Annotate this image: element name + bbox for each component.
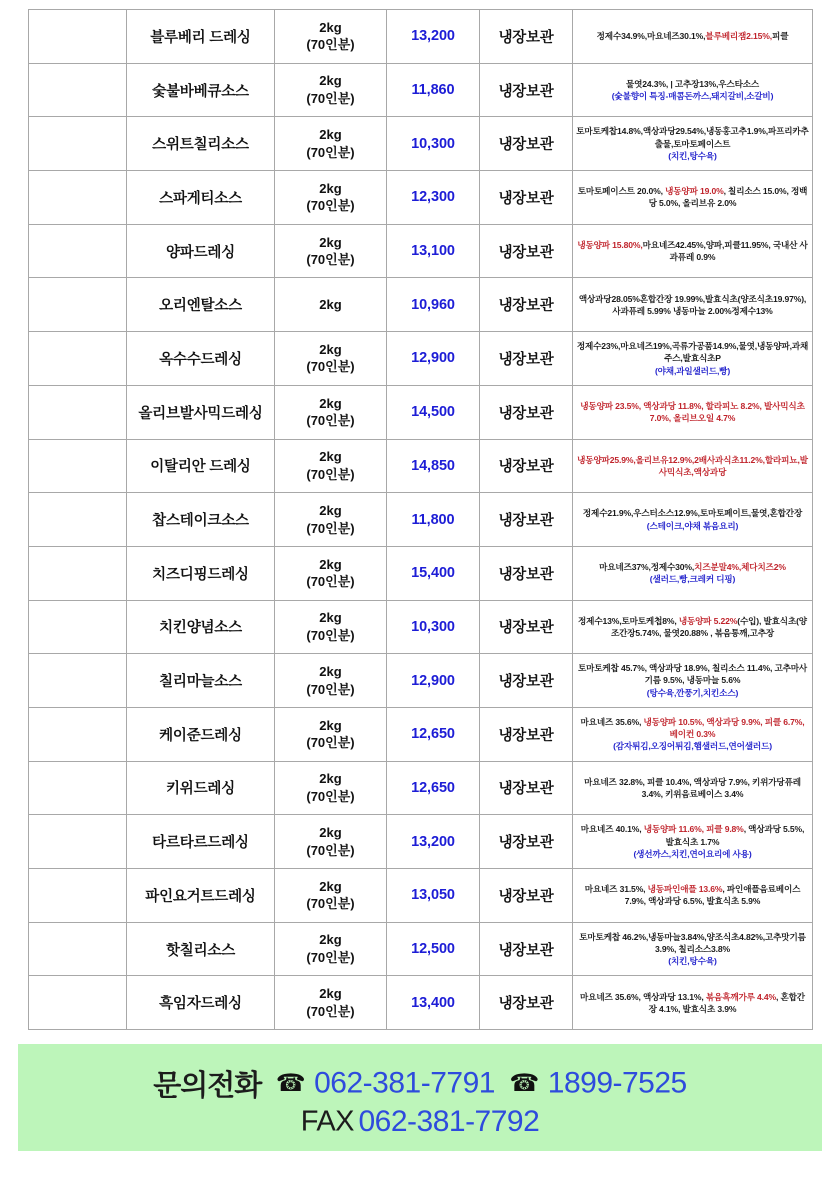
ingredients-cell — [573, 493, 813, 547]
row-blank-cell — [29, 117, 127, 171]
spec-weight: 2kg — [319, 234, 342, 250]
ingredient-segment: 냉동파인애플 13.6% — [647, 884, 723, 895]
row-blank-cell — [29, 278, 127, 332]
ingredients-cell — [573, 439, 813, 493]
product-name-cell: 블루베리 드레싱 — [127, 10, 275, 64]
spec-weight: 2kg — [319, 825, 342, 841]
product-price-cell: 13,050 — [387, 869, 480, 923]
product-name-cell: 숯불바베큐소스 — [127, 63, 275, 117]
spec-weight: 2kg — [319, 19, 342, 35]
spec-weight: 2kg — [319, 986, 342, 1002]
row-blank-cell — [29, 707, 127, 761]
contact-phone-2[interactable]: 1899-7525 — [547, 1066, 687, 1100]
product-spec-cell — [275, 171, 387, 225]
contact-fax-line — [18, 1105, 822, 1139]
ingredient-segment: 정제수13%,토마토케첩8%, — [578, 615, 679, 626]
product-price-cell: 11,800 — [387, 493, 480, 547]
storage-method-cell: 냉장보관 — [480, 117, 573, 171]
product-price-cell: 12,300 — [387, 171, 480, 225]
table-row — [29, 10, 813, 64]
table-row — [29, 600, 813, 654]
product-price-cell: 15,400 — [387, 546, 480, 600]
product-name-cell: 오리엔탈소스 — [127, 278, 275, 332]
table-row — [29, 976, 813, 1030]
product-spec-cell — [275, 224, 387, 278]
ingredient-segment: 마요네즈 32.8%, 피클 10.4%, 액상과당 7.9%, 키위가당퓨레 3.4%, 키위음료베이스 3.4% — [584, 776, 801, 799]
usage-note: (치킨,탕수육) — [668, 956, 717, 967]
row-blank-cell — [29, 869, 127, 923]
phone-icon: ☎ — [509, 1070, 540, 1097]
ingredients-cell — [573, 707, 813, 761]
product-name-cell: 찹스테이크소스 — [127, 493, 275, 547]
storage-method-cell: 냉장보관 — [480, 493, 573, 547]
row-blank-cell — [29, 63, 127, 117]
usage-note: (숯불향이 특징-매콤돈까스,돼지갈비,소갈비) — [611, 91, 774, 102]
spec-serving: (70인분) — [306, 735, 355, 751]
ingredient-segment: 물엿24.3%, | 고추장13%,우스타소스 — [625, 78, 760, 89]
spec-serving: (70인분) — [306, 520, 355, 536]
storage-method-cell: 냉장보관 — [480, 63, 573, 117]
row-blank-cell — [29, 224, 127, 278]
ingredients-cell — [573, 976, 813, 1030]
product-name-cell: 옥수수드레싱 — [127, 332, 275, 386]
ingredient-segment: 냉동양파25.9%,올리브유12.9%,2배사과식초11.2%,할라피뇨,발사믹식초,액상과당 — [577, 454, 808, 477]
product-price-cell: 10,960 — [387, 278, 480, 332]
spec-serving: (70인분) — [306, 788, 355, 804]
ingredients-cell — [573, 869, 813, 923]
spec-serving: (70인분) — [306, 681, 355, 697]
spec-weight: 2kg — [319, 878, 342, 894]
product-price-cell: 13,200 — [387, 815, 480, 869]
ingredient-segment: 냉동양파 10.5%, 액상과당 9.9%, 피클 6.7%, 베이컨 0.3% — [643, 716, 805, 740]
spec-serving: (70인분) — [306, 252, 355, 268]
product-spec-cell — [275, 976, 387, 1030]
ingredient-segment: (수입), 발효식초(양조간장5.74%, 물엿20.88% , 볶음통깨,고추장 — [610, 615, 807, 638]
storage-method-cell: 냉장보관 — [480, 278, 573, 332]
product-name-cell: 치즈디핑드레싱 — [127, 546, 275, 600]
table-row — [29, 224, 813, 278]
ingredients-cell — [573, 63, 813, 117]
table-row — [29, 278, 813, 332]
ingredient-segment: 냉동양파 11.6%, 피클 9.8% — [643, 824, 744, 835]
spec-serving: (70인분) — [306, 37, 355, 53]
table-row — [29, 815, 813, 869]
usage-note: (치킨,탕수육) — [668, 150, 717, 161]
storage-method-cell: 냉장보관 — [480, 600, 573, 654]
storage-method-cell: 냉장보관 — [480, 869, 573, 923]
product-price-cell: 12,500 — [387, 922, 480, 976]
spec-serving: (70인분) — [306, 896, 355, 912]
product-spec-cell — [275, 600, 387, 654]
ingredient-segment: 토마토페이스트 20.0%, — [577, 186, 666, 197]
table-row — [29, 332, 813, 386]
spec-weight: 2kg — [319, 180, 342, 196]
spec-serving: (70인분) — [306, 144, 355, 160]
ingredient-segment: 마요네즈37%,정제수30%, — [599, 562, 695, 573]
phone-icon: ☎ — [275, 1070, 306, 1097]
table-row — [29, 922, 813, 976]
spec-weight: 2kg — [319, 341, 342, 357]
product-name-cell: 키위드레싱 — [127, 761, 275, 815]
storage-method-cell: 냉장보관 — [480, 707, 573, 761]
spec-serving: (70인분) — [306, 842, 355, 858]
usage-note: (탕수육,깐풍기,치킨소스) — [646, 687, 739, 698]
product-price-cell: 13,100 — [387, 224, 480, 278]
storage-method-cell: 냉장보관 — [480, 171, 573, 225]
row-blank-cell — [29, 546, 127, 600]
table-row — [29, 869, 813, 923]
spec-weight: 2kg — [319, 932, 342, 948]
product-price-cell: 12,900 — [387, 332, 480, 386]
storage-method-cell: 냉장보관 — [480, 815, 573, 869]
product-spec-cell — [275, 654, 387, 708]
ingredient-segment: , 혼합간장 4.1%, 발효식초 3.9% — [648, 991, 805, 1014]
storage-method-cell: 냉장보관 — [480, 976, 573, 1030]
row-blank-cell — [29, 761, 127, 815]
product-price-table — [28, 9, 813, 1030]
table-row — [29, 63, 813, 117]
contact-fax-number[interactable]: 062-381-7792 — [358, 1105, 540, 1138]
product-price-cell: 12,650 — [387, 707, 480, 761]
spec-serving: (70인분) — [306, 359, 355, 375]
product-spec-cell — [275, 815, 387, 869]
usage-note: (스테이크,야채 볶음요리) — [646, 520, 739, 531]
storage-method-cell: 냉장보관 — [480, 546, 573, 600]
table-row — [29, 761, 813, 815]
fax-label: FAX — [300, 1105, 355, 1138]
spec-serving: (70인분) — [306, 1003, 355, 1019]
spec-weight: 2kg — [319, 771, 342, 787]
table-row — [29, 117, 813, 171]
contact-phone-line — [18, 1063, 822, 1104]
ingredients-cell — [573, 546, 813, 600]
product-price-cell: 13,200 — [387, 10, 480, 64]
storage-method-cell: 냉장보관 — [480, 385, 573, 439]
ingredients-cell — [573, 171, 813, 225]
ingredient-segment: 볶음흑깨가루 4.4% — [705, 991, 777, 1002]
ingredients-cell — [573, 10, 813, 64]
table-row — [29, 654, 813, 708]
spec-serving: (70인분) — [306, 950, 355, 966]
ingredient-segment: 마요네즈 31.5%, — [584, 884, 648, 895]
ingredient-segment: 마요네즈42.45%,양파,피클11.95%, 국내산 사과퓨레 0.9% — [642, 239, 808, 263]
table-row — [29, 171, 813, 225]
product-name-cell: 스위트칠리소스 — [127, 117, 275, 171]
row-blank-cell — [29, 654, 127, 708]
product-spec-cell — [275, 439, 387, 493]
product-spec-cell — [275, 761, 387, 815]
product-spec-cell — [275, 922, 387, 976]
product-spec-cell — [275, 707, 387, 761]
usage-note: (샐러드,빵,크레커 디핑) — [649, 574, 736, 585]
ingredient-segment: 치즈분말4%,체다치즈2% — [694, 562, 786, 573]
ingredients-cell — [573, 385, 813, 439]
row-blank-cell — [29, 332, 127, 386]
product-price-cell: 14,850 — [387, 439, 480, 493]
row-blank-cell — [29, 922, 127, 976]
product-spec-cell — [275, 869, 387, 923]
spec-weight: 2kg — [319, 717, 342, 733]
usage-note: (감자튀김,오징어튀김,햄샐러드,연어샐러드) — [613, 741, 772, 752]
row-blank-cell — [29, 976, 127, 1030]
product-name-cell: 케이준드레싱 — [127, 707, 275, 761]
table-row — [29, 707, 813, 761]
ingredient-segment: 냉동양파 19.0% — [665, 186, 724, 197]
product-price-cell: 13,400 — [387, 976, 480, 1030]
contact-footer — [18, 1044, 822, 1151]
spec-serving: (70인분) — [306, 466, 355, 482]
ingredient-segment: 마요네즈 40.1%, — [580, 824, 644, 835]
product-spec-cell — [275, 63, 387, 117]
ingredient-segment: 냉동양파 23.5%, 액상과당 11.8%, 할라피노 8.2%, 발사믹식초 7.0%, 올리브오일 4.7% — [580, 400, 805, 424]
ingredients-cell — [573, 922, 813, 976]
storage-method-cell: 냉장보관 — [480, 224, 573, 278]
ingredient-segment: 정제수21.9%,우스터소스12.9%,토마토페이트,물엿,혼합간장 — [582, 508, 803, 519]
product-price-cell: 12,650 — [387, 761, 480, 815]
ingredient-segment: 정제수23%,마요네즈19%,곡류가공품14.9%,물엿,냉동양파,과채주스,발효식초P — [576, 341, 809, 364]
spec-weight: 2kg — [319, 395, 342, 411]
product-name-cell: 치킨양념소스 — [127, 600, 275, 654]
spec-weight: 2kg — [319, 449, 342, 465]
table-row — [29, 439, 813, 493]
spec-weight: 2kg — [319, 664, 342, 680]
row-blank-cell — [29, 439, 127, 493]
product-spec-cell — [275, 385, 387, 439]
ingredient-segment: 액상과당28.05%혼합간장 19.99%,발효식초(양조식초19.97%), 사과퓨레 5.99% 냉동마늘 2.00%정제수13% — [578, 293, 807, 316]
product-price-cell: 10,300 — [387, 600, 480, 654]
row-blank-cell — [29, 600, 127, 654]
usage-note: (생선까스,치킨,연어요리에 사용) — [633, 848, 752, 859]
product-name-cell: 스파게티소스 — [127, 171, 275, 225]
usage-note: (야채,과일샐러드,빵) — [654, 365, 731, 376]
ingredients-cell — [573, 761, 813, 815]
contact-phone-1[interactable]: 062-381-7791 — [314, 1066, 495, 1100]
ingredient-segment: 냉동양파 15.80%, — [577, 239, 643, 250]
product-name-cell: 타르타르드레싱 — [127, 815, 275, 869]
spec-weight: 2kg — [319, 297, 342, 312]
ingredient-segment: 냉동양파 5.22% — [678, 615, 738, 626]
ingredients-cell — [573, 278, 813, 332]
spec-weight: 2kg — [319, 127, 342, 143]
ingredients-cell — [573, 815, 813, 869]
spec-serving: (70인분) — [306, 413, 355, 429]
ingredient-segment: 정제수34.9%,마요네즈30.1%, — [596, 31, 706, 42]
storage-method-cell: 냉장보관 — [480, 654, 573, 708]
row-blank-cell — [29, 385, 127, 439]
table-row — [29, 493, 813, 547]
spec-weight: 2kg — [319, 502, 342, 518]
ingredient-segment: 피클 — [772, 31, 789, 42]
product-price-cell: 11,860 — [387, 63, 480, 117]
product-name-cell: 이탈리안 드레싱 — [127, 439, 275, 493]
product-name-cell: 핫칠리소스 — [127, 922, 275, 976]
storage-method-cell: 냉장보관 — [480, 922, 573, 976]
ingredients-cell — [573, 117, 813, 171]
product-spec-cell — [275, 332, 387, 386]
storage-method-cell: 냉장보관 — [480, 10, 573, 64]
ingredient-segment: 토마토케찹 45.7%, 액상과당 18.9%, 칠리소스 11.4%, 고추마사기름 9.5%, 냉동마늘 5.6% — [577, 663, 808, 686]
spec-weight: 2kg — [319, 610, 342, 626]
spec-serving: (70인분) — [306, 627, 355, 643]
spec-serving: (70인분) — [306, 574, 355, 590]
spec-weight: 2kg — [319, 556, 342, 572]
product-name-cell: 올리브발사믹드레싱 — [127, 385, 275, 439]
spec-serving: (70인분) — [306, 91, 355, 107]
product-spec-cell — [275, 10, 387, 64]
spec-serving: (70인분) — [306, 198, 355, 214]
product-spec-cell — [275, 546, 387, 600]
product-name-cell: 흑임자드레싱 — [127, 976, 275, 1030]
product-price-cell: 10,300 — [387, 117, 480, 171]
product-name-cell: 양파드레싱 — [127, 224, 275, 278]
ingredients-cell — [573, 224, 813, 278]
ingredient-segment: 토마토케찹14.8%,액상과당29.54%,냉동홍고추1.9%,파프리카추출물,토마토페이스트 — [576, 126, 809, 149]
ingredient-segment: 토마토케찹 46.2%,냉동마늘3.84%,양조식초4.82%,고추맛기름3.9%, 칠리소스3.8% — [579, 931, 806, 954]
ingredient-segment: 마요네즈 35.6%, — [580, 716, 644, 727]
row-blank-cell — [29, 815, 127, 869]
ingredients-cell — [573, 654, 813, 708]
product-name-cell: 파인요거트드레싱 — [127, 869, 275, 923]
contact-label: 문의전화 — [153, 1070, 262, 1102]
product-spec-cell — [275, 278, 387, 332]
storage-method-cell: 냉장보관 — [480, 761, 573, 815]
storage-method-cell: 냉장보관 — [480, 332, 573, 386]
product-name-cell: 칠리마늘소스 — [127, 654, 275, 708]
ingredient-segment: 블루베리잼2.15%, — [705, 31, 773, 42]
spec-weight: 2kg — [319, 73, 342, 89]
ingredient-segment: 마요네즈 35.6%, 액상과당 13.1%, — [580, 991, 706, 1002]
product-price-cell: 12,900 — [387, 654, 480, 708]
storage-method-cell: 냉장보관 — [480, 439, 573, 493]
ingredient-segment: , 액상과당 5.5%, 발효식초 1.7% — [665, 824, 805, 847]
table-row — [29, 385, 813, 439]
table-row — [29, 546, 813, 600]
product-spec-cell — [275, 493, 387, 547]
row-blank-cell — [29, 10, 127, 64]
ingredients-cell — [573, 600, 813, 654]
product-spec-cell — [275, 117, 387, 171]
row-blank-cell — [29, 493, 127, 547]
row-blank-cell — [29, 171, 127, 225]
ingredient-segment: , 파인애플음료베이스 7.9%, 액상과당 6.5%, 발효식초 5.9% — [624, 884, 801, 907]
ingredient-segment: , 칠리소스 15.0%, 정백당 5.0%, 올리브유 2.0% — [648, 186, 808, 209]
ingredients-cell — [573, 332, 813, 386]
product-price-cell: 14,500 — [387, 385, 480, 439]
